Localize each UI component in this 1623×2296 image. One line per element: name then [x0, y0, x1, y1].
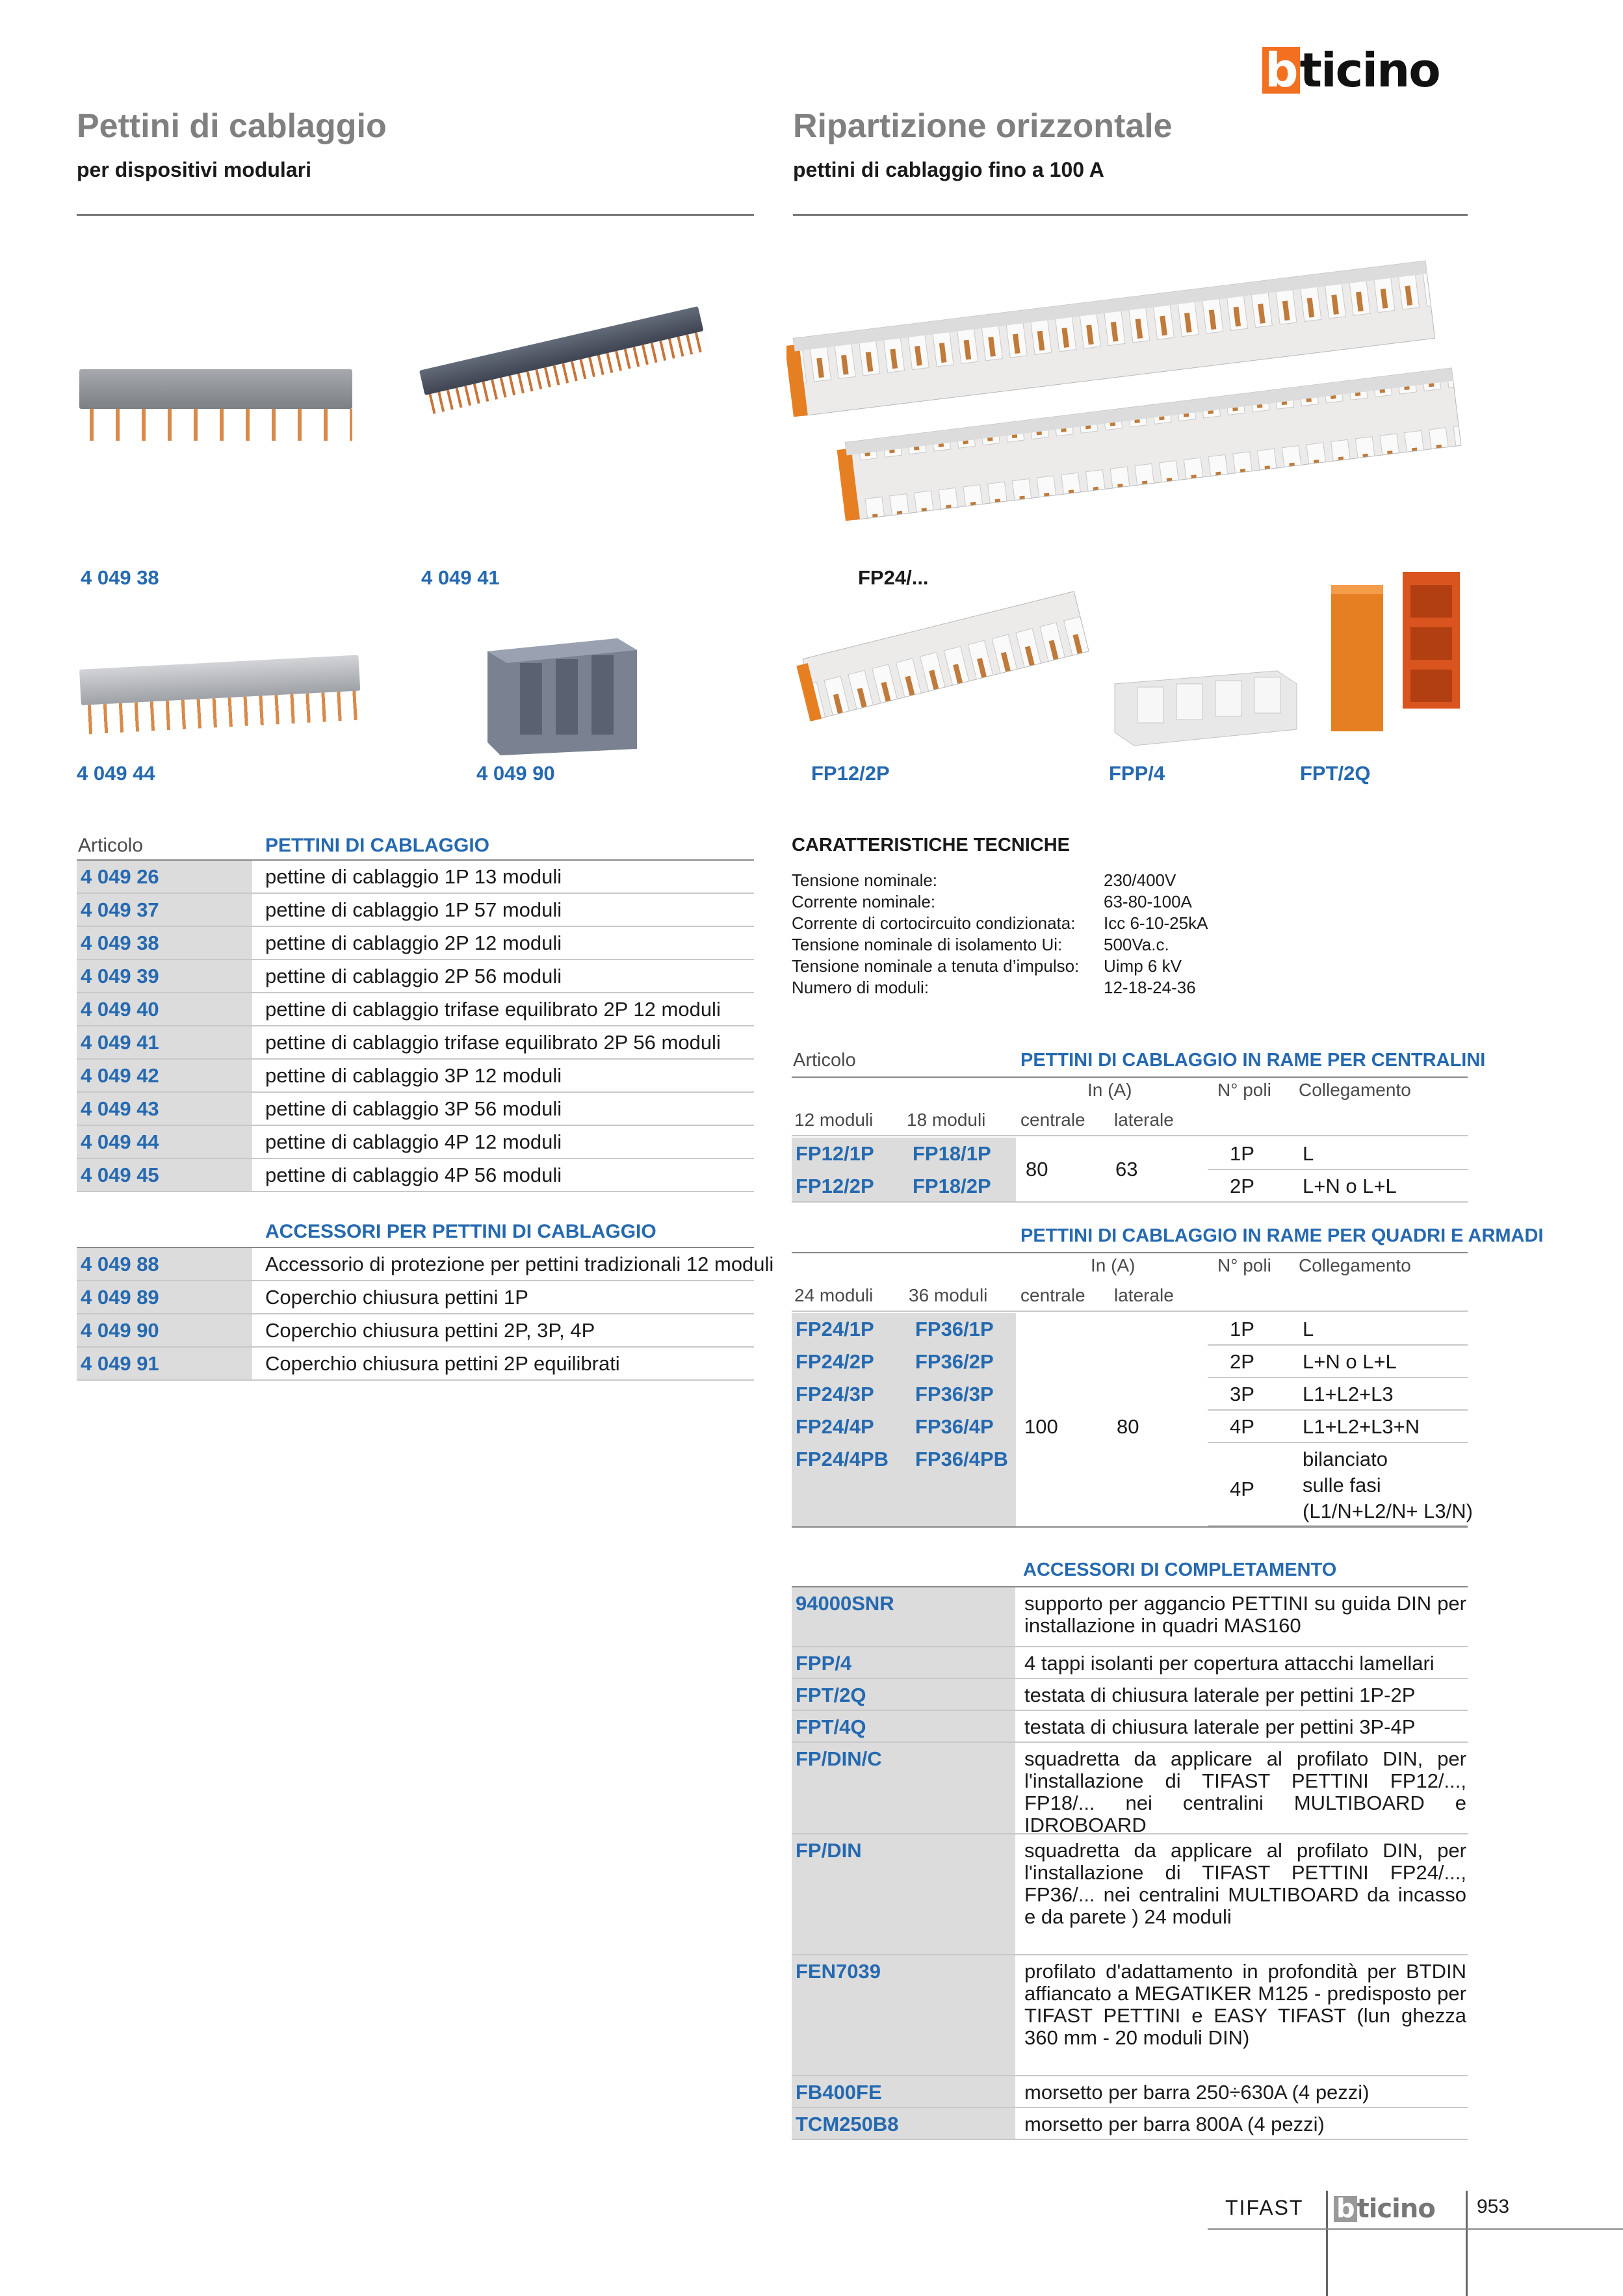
article-description: pettine di cablaggio 4P 12 moduli [265, 1130, 562, 1153]
article-description: squadretta da applicare al profilato DIN, per l'installazione di TIFAST PETTINI FP12/..., FP18/... nei centralini MULTIBOARD e IDROBOARD [1024, 1747, 1466, 1837]
article-description: pettine di cablaggio 3P 56 moduli [265, 1097, 562, 1120]
left-product-table [77, 835, 774, 1381]
section-heading-pettini: PETTINI DI CABLAGGIO [265, 835, 489, 856]
article-code: FP18/2P [913, 1175, 991, 1197]
spec-value: 12-18-24-36 [1104, 978, 1196, 997]
col-header-poli: N° poli [1217, 1255, 1271, 1275]
poles-value: 1P [1230, 1142, 1254, 1165]
spec-value: 500Va.c. [1104, 935, 1169, 954]
table-row [792, 2076, 1468, 2108]
rated-current-laterale: 80 [1117, 1415, 1139, 1438]
poles-value: 4P [1230, 1415, 1254, 1438]
left-page-subtitle: per dispositivi modulari [77, 158, 311, 181]
footer-rule [1208, 2228, 1623, 2230]
table-row [77, 1026, 754, 1060]
article-code: 4 049 40 [81, 998, 159, 1021]
table-row [77, 894, 754, 927]
article-description: Coperchio chiusura pettini 1P [265, 1286, 528, 1309]
spec-key: Tensione nominale di isolamento Ui: [792, 935, 1063, 954]
article-code: 94000SNR [796, 1592, 894, 1615]
table-row [792, 1587, 1468, 1647]
table-row [792, 1955, 1468, 2076]
product-image-fpt2q [1326, 559, 1469, 741]
quadri-table [792, 1225, 1544, 1538]
col-header-24-moduli: 24 moduli [794, 1285, 874, 1305]
col-header-12-moduli: 12 moduli [794, 1110, 874, 1130]
footer-separator-left [1326, 2191, 1328, 2296]
article-code: FP24/4P [796, 1415, 874, 1438]
col-header-laterale: laterale [1114, 1110, 1174, 1130]
connection-value-line2: sulle fasi [1303, 1474, 1381, 1496]
rated-current-centrale: 100 [1024, 1415, 1058, 1438]
article-code: 4 049 44 [81, 1130, 159, 1153]
product-label-404990: 4 049 90 [476, 762, 555, 785]
table-row [1208, 1443, 1473, 1526]
left-header-rule [77, 214, 754, 216]
col-header-collegamento: Collegamento [1299, 1080, 1411, 1100]
article-code: FP18/1P [913, 1142, 991, 1165]
quadri-title: PETTINI DI CABLAGGIO IN RAME PER QUADRI E ARMADI [1020, 1225, 1544, 1246]
table-row [1208, 1346, 1468, 1378]
accessori-title: ACCESSORI DI COMPLETAMENTO [1023, 1559, 1337, 1580]
left-page-title: Pettini di cablaggio [77, 107, 387, 145]
centralini-table [792, 1050, 1486, 1213]
article-code: 4 049 90 [81, 1319, 159, 1342]
spec-value: Icc 6-10-25kA [1104, 913, 1208, 933]
article-description: pettine di cablaggio trifase equilibrato 2P 12 moduli [265, 998, 721, 1021]
article-code: FP12/1P [796, 1142, 874, 1165]
poles-value: 4P [1230, 1478, 1254, 1500]
article-code: FP24/3P [796, 1383, 874, 1405]
connection-value: L1+L2+L3 [1303, 1383, 1394, 1405]
spec-key: Corrente di cortocircuito condizionata: [792, 913, 1076, 933]
article-code: FP36/2P [915, 1350, 994, 1373]
article-code: FP36/1P [915, 1318, 994, 1340]
article-code: 4 049 43 [81, 1097, 159, 1120]
page-number: 953 [1477, 2196, 1510, 2217]
table-row [792, 1711, 1468, 1743]
table-row [1208, 1313, 1468, 1346]
table-row [77, 1314, 754, 1348]
table-row [792, 1834, 1468, 1955]
table-row [1208, 1170, 1468, 1203]
col-header-centrale: centrale [1020, 1285, 1085, 1305]
table-row [77, 1348, 754, 1381]
footer-brand-logo [1334, 2196, 1435, 2222]
spec-key: Tensione nominale: [792, 870, 938, 890]
article-code: 4 049 42 [81, 1064, 159, 1087]
connection-value-line1: bilanciato [1303, 1448, 1388, 1470]
article-code: FP24/4PB [796, 1448, 889, 1470]
product-label-404938: 4 049 38 [81, 566, 159, 589]
table-row [77, 960, 754, 993]
spec-value: Uimp 6 kV [1104, 956, 1182, 976]
article-code: FP24/1P [796, 1318, 874, 1340]
connection-value: L [1303, 1142, 1314, 1165]
right-header-rule [793, 214, 1468, 216]
product-label-fpt2q: FPT/2Q [1300, 762, 1371, 785]
product-image-404990 [481, 632, 643, 755]
specs-list [792, 870, 1468, 998]
poles-value: 1P [1230, 1318, 1254, 1340]
article-code: FP24/2P [796, 1350, 874, 1373]
table-row [77, 927, 754, 960]
article-code: FP/DIN [796, 1839, 862, 1862]
table-row [1208, 1411, 1468, 1443]
section-heading-accessori: ACCESSORI PER PETTINI DI CABLAGGIO [265, 1221, 656, 1242]
article-description: testata di chiusura laterale per pettini 1P-2P [1024, 1684, 1416, 1706]
article-code: FPP/4 [796, 1652, 852, 1675]
poles-value: 2P [1230, 1175, 1254, 1197]
article-code: 4 049 89 [81, 1286, 159, 1309]
table-row [77, 1281, 754, 1314]
product-image-fpp4 [1108, 658, 1303, 749]
article-code: FPT/2Q [796, 1684, 866, 1706]
table-row [792, 2108, 1468, 2140]
article-description: Coperchio chiusura pettini 2P equilibrati [265, 1352, 620, 1375]
article-code: FP36/4P [915, 1415, 994, 1438]
product-image-404944 [79, 655, 362, 734]
article-code: 4 049 88 [81, 1253, 159, 1275]
product-image-404938 [79, 369, 352, 441]
article-description: 4 tappi isolanti per copertura attacchi lamellari [1024, 1652, 1435, 1675]
article-description: testata di chiusura laterale per pettini 3P-4P [1024, 1715, 1416, 1738]
article-code: TCM250B8 [796, 2113, 899, 2135]
footer-brand-logo-rest: ticino [1357, 2194, 1435, 2224]
connection-value: L+N o L+L [1303, 1175, 1397, 1197]
article-description: pettine di cablaggio 4P 56 moduli [265, 1164, 562, 1186]
col-header-collegamento: Collegamento [1299, 1255, 1411, 1275]
accessori-table [792, 1560, 1468, 2158]
article-description: pettine di cablaggio 3P 12 moduli [265, 1064, 562, 1087]
spec-key: Corrente nominale: [792, 892, 936, 911]
poles-value: 2P [1230, 1350, 1254, 1373]
footer-separator-right [1466, 2191, 1468, 2296]
centralini-title: PETTINI DI CABLAGGIO IN RAME PER CENTRALINI [1020, 1050, 1486, 1071]
article-code: 4 049 91 [81, 1352, 159, 1375]
brand-logo [1262, 43, 1440, 98]
article-description: Accessorio di protezione per pettini tradizionali 12 moduli [265, 1253, 774, 1275]
rated-current-centrale: 80 [1026, 1158, 1048, 1181]
table-row [77, 993, 754, 1026]
table-row [792, 1743, 1468, 1837]
product-label-fp12-2p: FP12/2P [811, 762, 890, 785]
col-header-18-moduli: 18 moduli [907, 1110, 986, 1130]
product-image-fp12-2p [796, 588, 1095, 744]
specs-heading: CARATTERISTICHE TECNICHE [792, 835, 1071, 855]
article-code: 4 049 26 [81, 865, 159, 888]
article-description: profilato d'adattamento in profondità per BTDIN affiancato a MEGATIKER M125 - predisposto per TIFAST PETTINI e EASY TIFAST (lun ghezza 360 mm - 20 moduli DIN) [1024, 1960, 1466, 2050]
col-header-poli: N° poli [1217, 1080, 1271, 1100]
article-description: pettine di cablaggio trifase equilibrato 2P 56 moduli [265, 1031, 721, 1054]
product-label-404944: 4 049 44 [77, 762, 155, 785]
article-description: pettine di cablaggio 2P 56 moduli [265, 965, 562, 987]
product-label-fpp4: FPP/4 [1109, 762, 1165, 785]
connection-value: L [1303, 1318, 1314, 1340]
col-header-laterale: laterale [1114, 1285, 1174, 1305]
right-page-title: Ripartizione orizzontale [793, 107, 1173, 145]
brand-logo-b: b [1262, 47, 1300, 94]
article-code: 4 049 41 [81, 1031, 159, 1054]
table-row [1208, 1138, 1468, 1170]
footer-brand-logo-b: b [1334, 2196, 1357, 2222]
product-image-404941 [419, 306, 708, 415]
article-code: 4 049 45 [81, 1164, 159, 1186]
article-code: FB400FE [796, 2081, 882, 2104]
spec-key: Tensione nominale a tenuta d’impulso: [792, 956, 1080, 976]
brand-logo-rest: ticino [1299, 43, 1440, 98]
col-header-36-moduli: 36 moduli [909, 1285, 988, 1305]
table-row [77, 1093, 754, 1126]
article-description: Coperchio chiusura pettini 2P, 3P, 4P [265, 1319, 595, 1342]
table-row [77, 1248, 774, 1281]
article-description: morsetto per barra 250÷630A (4 pezzi) [1024, 2081, 1370, 2104]
col-header-in: In (A) [1091, 1255, 1136, 1275]
article-description: supporto per aggancio PETTINI su guida DIN per installazione in quadri MAS160 [1024, 1592, 1466, 1637]
poles-value: 3P [1230, 1383, 1254, 1405]
table-row [77, 1126, 754, 1159]
spec-key: Numero di moduli: [792, 978, 929, 997]
col-header-articolo: Articolo [793, 1050, 856, 1071]
article-code: FP/DIN/C [796, 1747, 882, 1770]
table-row [77, 1159, 754, 1192]
article-code: 4 049 37 [81, 898, 159, 921]
right-page-subtitle: pettini di cablaggio fino a 100 A [793, 158, 1104, 181]
article-code: FP36/4PB [915, 1448, 1009, 1470]
col-header-articolo: Articolo [78, 835, 144, 856]
table-row [1208, 1378, 1468, 1411]
footer-series-name: TIFAST [1225, 2196, 1304, 2219]
article-code: FP36/3P [915, 1383, 994, 1405]
spec-value: 230/400V [1104, 870, 1176, 890]
table-row [792, 1647, 1468, 1679]
article-code: 4 049 39 [81, 965, 159, 987]
product-image-fp24 [786, 247, 1475, 546]
connection-value: L+N o L+L [1303, 1350, 1397, 1373]
article-description: pettine di cablaggio 2P 12 moduli [265, 932, 562, 954]
connection-value: L1+L2+L3+N [1303, 1415, 1420, 1438]
connection-value-line3: (L1/N+L2/N+ L3/N) [1303, 1500, 1473, 1522]
table-row [77, 1060, 754, 1093]
col-header-in: In (A) [1087, 1080, 1132, 1100]
spec-value: 63-80-100A [1104, 892, 1192, 911]
article-description: squadretta da applicare al profilato DIN, per l'installazione di TIFAST PETTINI FP24/..., FP36/... nei centralini MULTIBOARD da incasso e da parete ) 24 moduli [1024, 1839, 1466, 1929]
article-code: FPT/4Q [796, 1715, 866, 1738]
table-row [792, 1679, 1468, 1711]
article-code: FEN7039 [796, 1960, 881, 1983]
product-label-404941: 4 049 41 [421, 566, 500, 589]
article-description: pettine di cablaggio 1P 13 moduli [265, 865, 562, 888]
article-description: morsetto per barra 800A (4 pezzi) [1024, 2113, 1325, 2135]
product-label-fp24: FP24/... [858, 566, 929, 589]
table-row [77, 861, 754, 894]
article-code: FP12/2P [796, 1175, 874, 1197]
rated-current-laterale: 63 [1115, 1158, 1138, 1181]
article-description: pettine di cablaggio 1P 57 moduli [265, 898, 562, 921]
col-header-centrale: centrale [1020, 1110, 1085, 1130]
article-code: 4 049 38 [81, 932, 159, 954]
